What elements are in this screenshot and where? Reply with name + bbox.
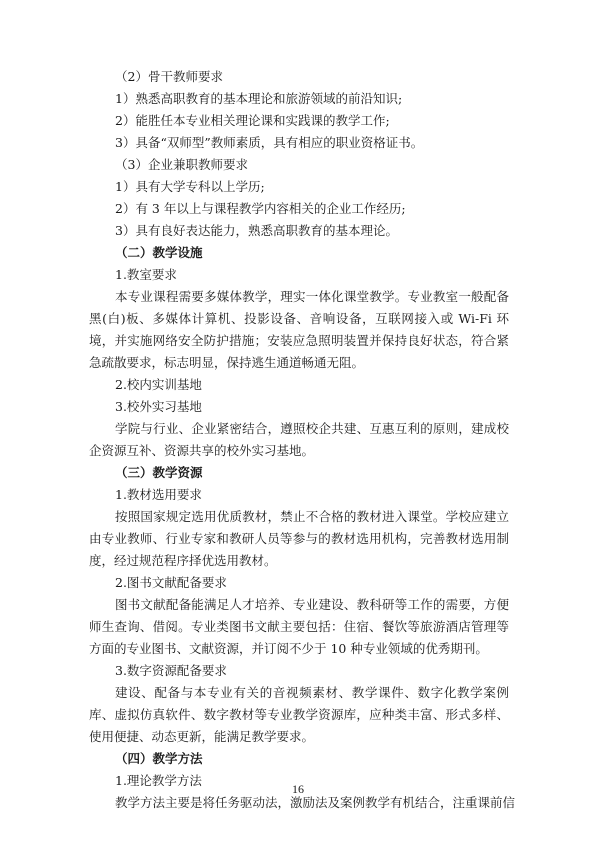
paragraph-library: 图书文献配备能满足人才培养、专业建设、教科研等工作的需要，方便师生查询、借阅。专业类图书文献主要包括：住宿、餐饮等旅游酒店管理等方面的专业图书、文献资源，并订阅不少于 10 种专业领域的优秀期刊。 — [89, 597, 509, 656]
subheading-classroom: 1.教室要求 — [115, 267, 177, 282]
section-heading-resources: （三）教学资源 — [115, 465, 203, 480]
subheading-textbooks: 1.教材选用要求 — [115, 487, 202, 502]
list-item: 3）具备“双师型”教师素质，具有相应的职业资格证书。 — [115, 135, 424, 150]
page-body — [89, 66, 516, 814]
subheading-digital-resources: 3.数字资源配备要求 — [115, 663, 227, 678]
list-item: 2）能胜任本专业相关理论课和实践课的教学工作; — [115, 113, 390, 128]
subheading-library: 2.图书文献配备要求 — [115, 575, 227, 590]
section-heading-facilities: （二）教学设施 — [115, 245, 203, 260]
subheading-theory-methods: 1.理论教学方法 — [115, 773, 202, 788]
paragraph-digital-resources: 建设、配备与本专业有关的音视频素材、教学课件、数字化教学案例库、虚拟仿真软件、数字教材等专业教学资源库，应种类丰富、形式多样、使用便捷、动态更新，能满足教学要求。 — [89, 685, 509, 744]
list-item: 3）具有良好表达能力，熟悉高职教育的基本理论。 — [115, 223, 398, 238]
list-item: 1）熟悉高职教育的基本理论和旅游领域的前沿知识; — [115, 91, 403, 106]
subheading-part-time-teachers: （3）企业兼职教师要求 — [115, 157, 248, 172]
section-heading-methods: （四）教学方法 — [115, 751, 203, 766]
page-number: 16 — [292, 782, 304, 796]
paragraph-textbooks: 按照国家规定选用优质教材，禁止不合格的教材进入课堂。学校应建立由专业教师、行业专家和教研人员等参与的教材选用机构，完善教材选用制度，经过规范程序择优选用教材。 — [89, 509, 509, 568]
subheading-core-teachers: （2）骨干教师要求 — [115, 69, 223, 84]
list-item: 2）有 3 年以上与课程教学内容相关的企业工作经历; — [115, 201, 406, 216]
paragraph-theory-methods: 教学方法主要是将任务驱动法，激励法及案例教学有机结合，注重课前信 — [115, 795, 516, 810]
paragraph-external-base: 学院与行业、企业紧密结合，遵照校企共建、互惠互利的原则，建成校企资源互补、资源共享的校外实习基地。 — [89, 421, 509, 458]
list-item: 1）具有大学专科以上学历; — [115, 179, 265, 194]
paragraph-classroom: 本专业课程需要多媒体教学，理实一体化课堂教学。专业教室一般配备黑(白)板、多媒体计算机、投影设备、音响设备，互联网接入或 Wi-Fi 环境，并实施网络安全防护措施；安装应急照明装置并保持良好状态，符合紧急疏散要求，标志明显，保持逃生通道畅通无阻。 — [89, 289, 509, 370]
subheading-external-base: 3.校外实习基地 — [115, 399, 202, 414]
subheading-internal-base: 2.校内实训基地 — [115, 377, 202, 392]
